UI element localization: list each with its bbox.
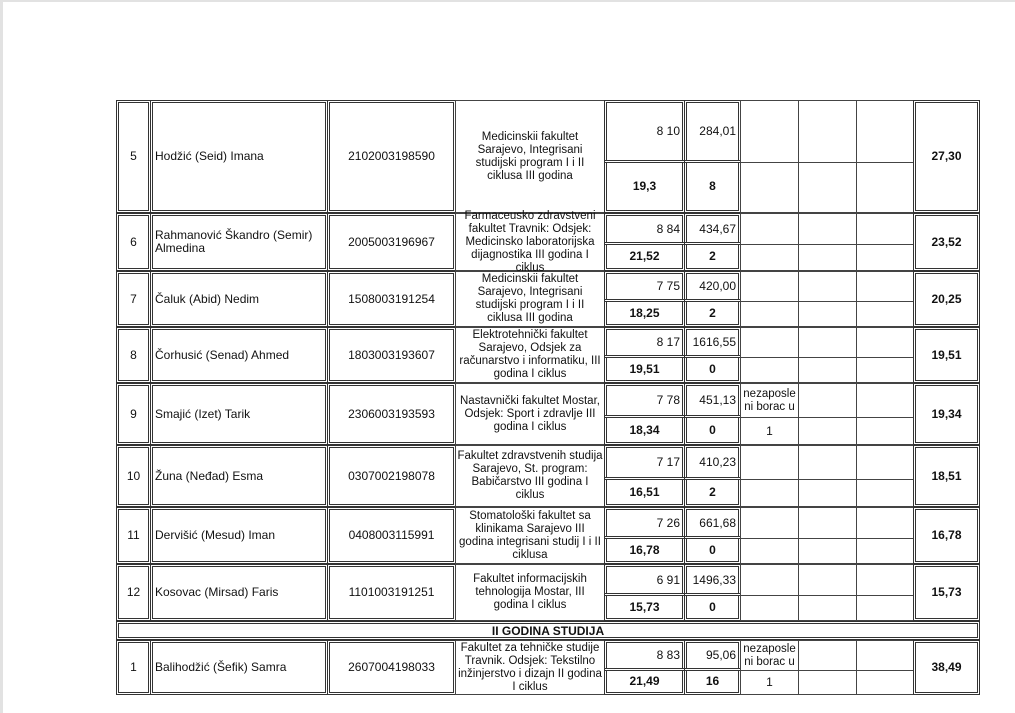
grade-points: 15,73 <box>604 593 685 621</box>
grade-average: 7 26 <box>604 507 685 539</box>
row-number: 5 <box>116 100 151 213</box>
empty-cell <box>856 244 914 271</box>
category-label <box>740 327 799 358</box>
empty-cell <box>856 301 914 327</box>
student-id: 1508003191254 <box>327 271 456 327</box>
grade-average: 6 91 <box>604 564 685 596</box>
grade-average: 8 17 <box>604 327 685 358</box>
empty-cell <box>798 213 857 245</box>
empty-cell <box>856 538 914 564</box>
income-per-member: 434,67 <box>684 213 741 245</box>
income-points: 0 <box>684 536 741 564</box>
empty-cell <box>798 564 857 596</box>
income-points: 8 <box>684 160 741 213</box>
category-points <box>740 162 799 213</box>
student-id: 0408003115991 <box>327 507 456 564</box>
empty-cell <box>856 100 914 163</box>
empty-cell <box>856 445 914 480</box>
row-number: 11 <box>116 507 151 564</box>
row-number: 9 <box>116 383 151 445</box>
total-points: 23,52 <box>913 213 980 271</box>
table-row <box>116 507 980 564</box>
empty-cell <box>856 162 914 213</box>
total-points: 18,51 <box>913 445 980 507</box>
category-label <box>740 213 799 245</box>
income-per-member: 1496,33 <box>684 564 741 596</box>
category-label <box>740 100 799 163</box>
empty-cell <box>856 357 914 383</box>
empty-cell <box>798 507 857 539</box>
student-name: Kosovac (Mirsad) Faris <box>150 564 328 621</box>
empty-cell <box>856 670 914 695</box>
category-label <box>740 445 799 480</box>
empty-cell <box>798 271 857 302</box>
total-points: 15,73 <box>913 564 980 621</box>
row-number: 6 <box>116 213 151 271</box>
total-points: 19,34 <box>913 383 980 445</box>
empty-cell <box>798 301 857 327</box>
total-points: 19,51 <box>913 327 980 383</box>
faculty-program: Medicinskii fakultet Sarajevo, Integrisani studijski program I i II ciklusa III godina <box>455 100 605 213</box>
category-label <box>740 507 799 539</box>
category-points <box>740 595 799 621</box>
category-label <box>740 564 799 596</box>
income-per-member: 420,00 <box>684 271 741 302</box>
grade-points: 16,78 <box>604 536 685 564</box>
empty-cell <box>798 640 857 671</box>
student-id: 2005003196967 <box>327 213 456 271</box>
grade-points: 21,52 <box>604 242 685 271</box>
category-points <box>740 479 799 507</box>
student-name: Žuna (Neđad) Esma <box>150 445 328 507</box>
empty-cell <box>798 445 857 480</box>
income-per-member: 1616,55 <box>684 327 741 358</box>
empty-cell <box>798 595 857 621</box>
grade-average: 8 10 <box>604 100 685 163</box>
income-per-member: 410,23 <box>684 445 741 480</box>
income-per-member: 451,13 <box>684 383 741 418</box>
empty-cell <box>856 595 914 621</box>
income-points: 2 <box>684 242 741 271</box>
grade-average: 8 83 <box>604 640 685 671</box>
empty-cell <box>856 479 914 507</box>
category-points: 1 <box>740 417 799 445</box>
student-id: 1803003193607 <box>327 327 456 383</box>
student-name: Rahmanović Škandro (Semir) Almedina <box>150 213 328 271</box>
empty-cell <box>856 564 914 596</box>
income-points: 0 <box>684 415 741 445</box>
student-id: 2102003198590 <box>327 100 456 213</box>
row-number: 12 <box>116 564 151 621</box>
faculty-program: Fakultet informacijskih tehnologija Mostar, III godina I ciklus <box>455 564 605 621</box>
row-number: 8 <box>116 327 151 383</box>
faculty-program: Elektrotehnički fakultet Sarajevo, Odsjek za računarstvo i informatiku, III godina I ciklus <box>455 327 605 383</box>
student-id: 1101003191251 <box>327 564 456 621</box>
empty-cell <box>856 417 914 445</box>
student-name: Hodžić (Seid) Imana <box>150 100 328 213</box>
grade-average: 8 84 <box>604 213 685 245</box>
empty-cell <box>798 357 857 383</box>
income-points: 16 <box>684 668 741 695</box>
table-row <box>116 445 980 507</box>
income-points: 0 <box>684 355 741 383</box>
student-name: Smajić (Izet) Tarik <box>150 383 328 445</box>
empty-cell <box>798 162 857 213</box>
table-row <box>116 640 980 695</box>
total-points: 38,49 <box>913 640 980 695</box>
empty-cell <box>798 670 857 695</box>
category-points <box>740 357 799 383</box>
grade-points: 18,34 <box>604 415 685 445</box>
income-points: 2 <box>684 477 741 507</box>
income-per-member: 284,01 <box>684 100 741 163</box>
empty-cell <box>798 100 857 163</box>
faculty-program: Fakultet zdravstvenih studija Sarajevo, St. program: Babičarstvo III godina I ciklus <box>455 445 605 507</box>
category-points <box>740 301 799 327</box>
total-points: 27,30 <box>913 100 980 213</box>
faculty-program: Farmaceusko zdravstveni fakultet Travnik: Odsjek: Medicinsko laboratorijska dijagnostika III godina I ciklus <box>455 213 605 271</box>
empty-cell <box>856 327 914 358</box>
grade-average: 7 75 <box>604 271 685 302</box>
category-label: nezaposle ni borac u <box>740 640 799 671</box>
empty-cell <box>856 213 914 245</box>
category-points: 1 <box>740 670 799 695</box>
income-per-member: 95,06 <box>684 640 741 671</box>
category-label: nezaposle ni borac u <box>740 383 799 418</box>
category-points <box>740 538 799 564</box>
grade-average: 7 17 <box>604 445 685 480</box>
empty-cell <box>856 271 914 302</box>
faculty-program: Nastavnički fakultet Mostar, Odsjek: Sport i zdravlje III godina I ciklus <box>455 383 605 445</box>
empty-cell <box>798 538 857 564</box>
total-points: 20,25 <box>913 271 980 327</box>
empty-cell <box>856 507 914 539</box>
table-row <box>116 100 980 213</box>
table-row <box>116 327 980 383</box>
row-number: 7 <box>116 271 151 327</box>
income-points: 0 <box>684 593 741 621</box>
page-edge <box>0 0 1015 2</box>
grade-points: 19,3 <box>604 160 685 213</box>
empty-cell <box>798 244 857 271</box>
empty-cell <box>798 383 857 418</box>
empty-cell <box>856 640 914 671</box>
category-label <box>740 271 799 302</box>
table-row <box>116 209 980 274</box>
empty-cell <box>798 417 857 445</box>
row-number: 1 <box>116 640 151 695</box>
faculty-program: Medicinskii fakultet Sarajevo, Integrisani studijski program I i II ciklusa III godina <box>455 271 605 327</box>
total-points: 16,78 <box>913 507 980 564</box>
table-row <box>116 383 980 445</box>
table-row <box>116 564 980 621</box>
student-id: 2306003193593 <box>327 383 456 445</box>
grade-average: 7 78 <box>604 383 685 418</box>
grade-points: 16,51 <box>604 477 685 507</box>
section-caption: II GODINA STUDIJA <box>116 621 980 640</box>
income-points: 2 <box>684 299 741 327</box>
grade-points: 18,25 <box>604 299 685 327</box>
row-number: 10 <box>116 445 151 507</box>
income-per-member: 661,68 <box>684 507 741 539</box>
student-name: Čorhusić (Senad) Ahmed <box>150 327 328 383</box>
empty-cell <box>856 383 914 418</box>
grade-points: 21,49 <box>604 668 685 695</box>
category-points <box>740 244 799 271</box>
student-id: 0307002198078 <box>327 445 456 507</box>
table-row <box>116 271 980 327</box>
page-edge <box>0 0 3 713</box>
student-name: Balihodžić (Šefik) Samra <box>150 640 328 695</box>
faculty-program: Fakultet za tehničke studije Travnik. Odsjek: Tekstilno inžinjerstvo i dizajn II godina I ciklus <box>455 640 605 695</box>
grade-points: 19,51 <box>604 355 685 383</box>
empty-cell <box>798 327 857 358</box>
student-name: Čaluk (Abid) Nedim <box>150 271 328 327</box>
faculty-program: Stomatološki fakultet sa klinikama Sarajevo III godina integrisani studij I i II ciklusa <box>455 507 605 564</box>
student-id: 2607004198033 <box>327 640 456 695</box>
student-name: Dervišić (Mesud) Iman <box>150 507 328 564</box>
empty-cell <box>798 479 857 507</box>
